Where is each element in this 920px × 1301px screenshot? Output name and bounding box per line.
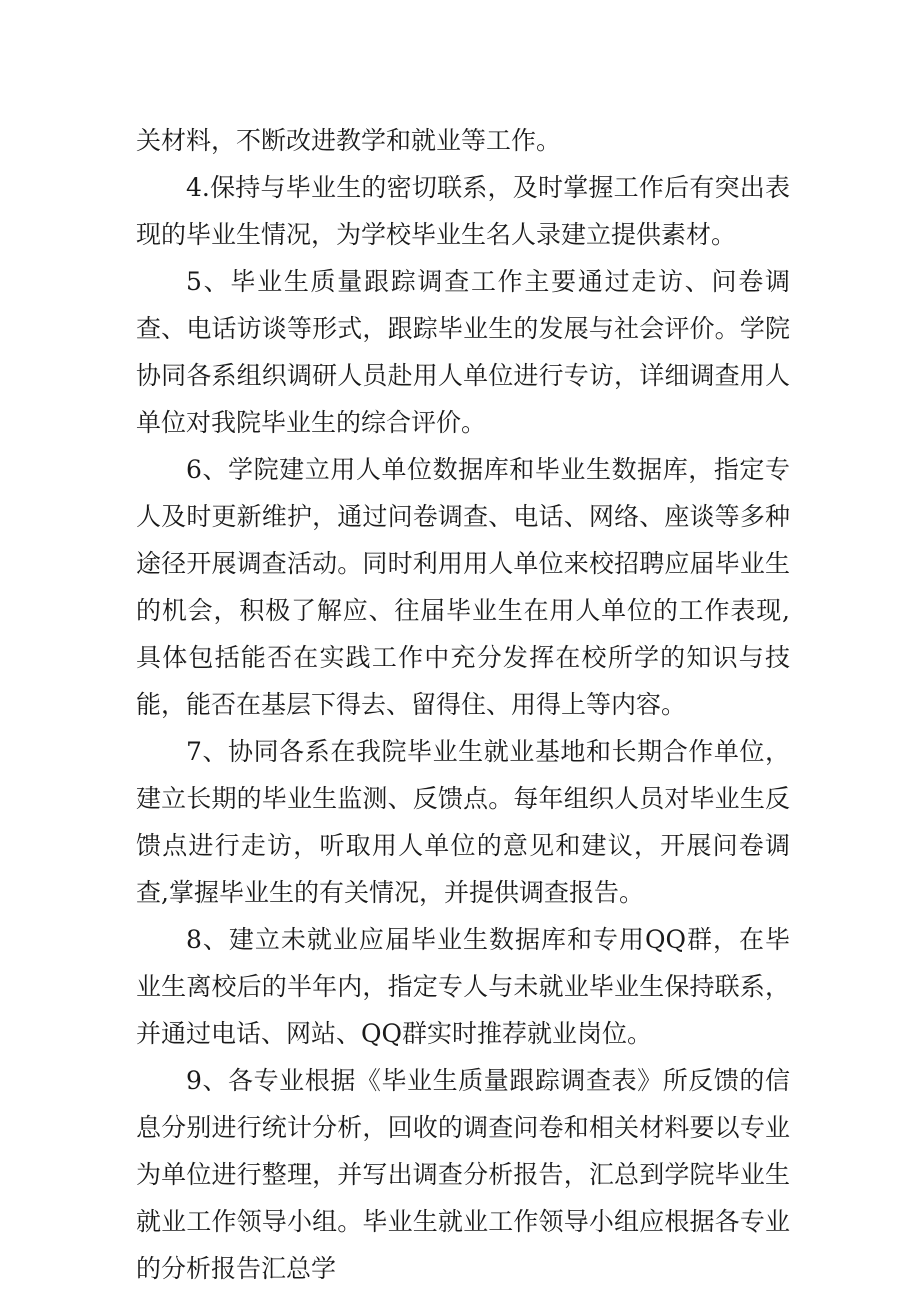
paragraph-item-5: 5、毕业生质量跟踪调查工作主要通过走访、问卷调查、电话访谈等形式，跟踪毕业生的发展与社会评价。学院协同各系组织调研人员赴用人单位进行专访，详细调查用人单位对我院毕业生的综合评价。 [136, 267, 790, 437]
paragraph-item-7: 7、协同各系在我院毕业生就业基地和长期合作单位，建立长期的毕业生监测、反馈点。每年组织人员对毕业生反馈点进行走访，听取用人单位的意见和建议，开展问卷调查,掌握毕业生的有关情况，并提供调查报告。 [136, 737, 790, 907]
paragraph-item-6: 6、学院建立用人单位数据库和毕业生数据库，指定专人及时更新维护，通过问卷调查、电话、网络、座谈等多种途径开展调查活动。同时利用用人单位来校招聘应届毕业生的机会，积极了解应、往届毕业生在用人单位的工作表现,具体包括能否在实践工作中充分发挥在校所学的知识与技能，能否在基层下得去、留得住、用得上等内容。 [136, 455, 790, 719]
document-body [136, 117, 790, 1292]
paragraph-item-8: 8、建立未就业应届毕业生数据库和专用QQ群，在毕业生离校后的半年内，指定专人与未就业毕业生保持联系，并通过电话、网站、QQ群实时推荐就业岗位。 [136, 925, 790, 1048]
paragraph-continuation: 关材料，不断改进教学和就业等工作。 [136, 126, 562, 155]
paragraph-item-9: 9、各专业根据《毕业生质量跟踪调查表》所反馈的信息分别进行统计分析，回收的调查问卷和相关材料要以专业为单位进行整理，并写出调查分析报告，汇总到学院毕业生就业工作领导小组。毕业生就业工作领导小组应根据各专业的分析报告汇总学 [136, 1066, 790, 1283]
paragraph-item-4: 4.保持与毕业生的密切联系，及时掌握工作后有突出表现的毕业生情况，为学校毕业生名人录建立提供素材。 [136, 173, 790, 249]
